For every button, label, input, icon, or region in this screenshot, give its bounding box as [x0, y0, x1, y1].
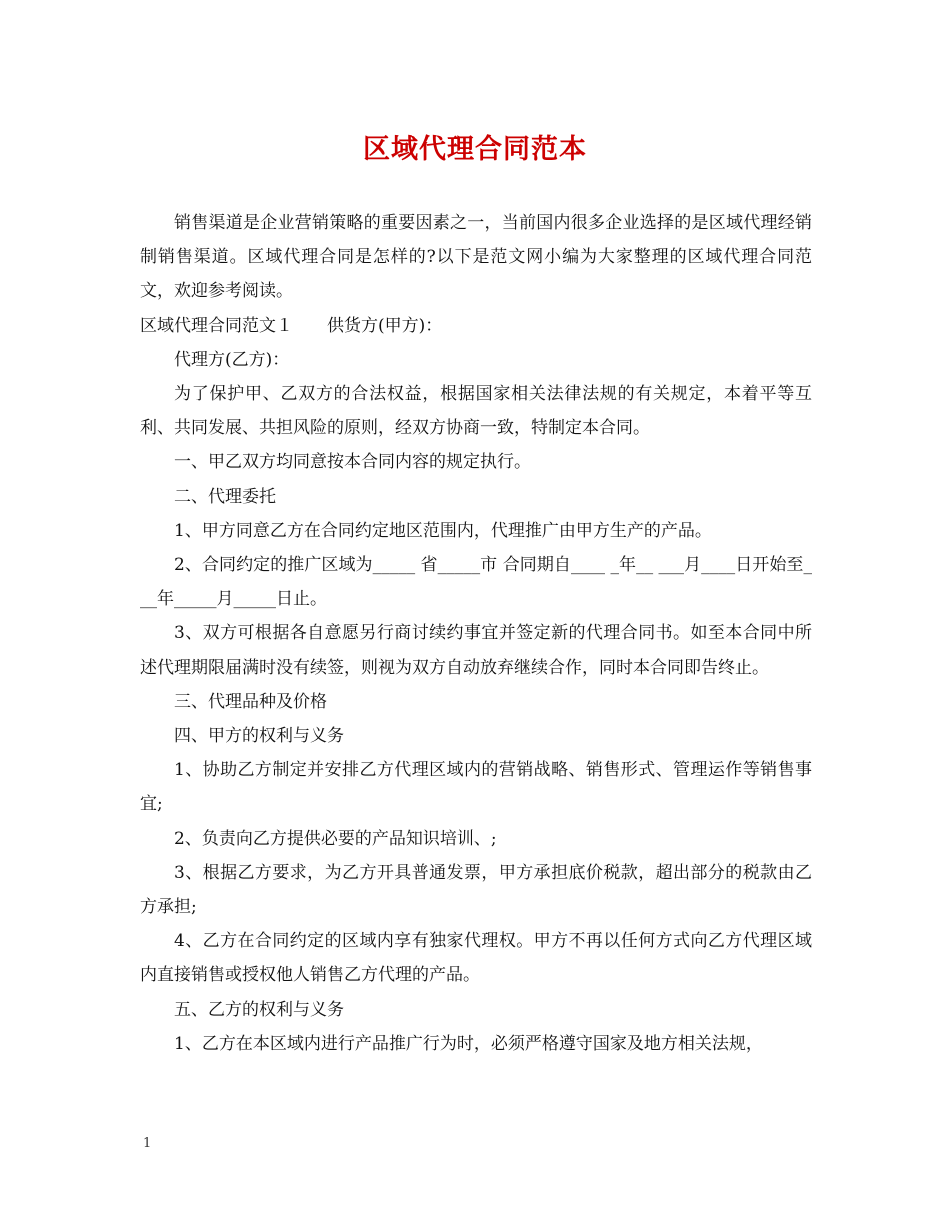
section-5-heading: 五、乙方的权利与义务: [174, 999, 344, 1020]
clause-2-1: 1、甲方同意乙方在合同约定地区范围内，代理推广由甲方生产的产品。: [174, 520, 712, 541]
document-title: 区域代理合同范本: [363, 134, 587, 165]
document-body: [140, 206, 812, 1061]
sample-heading-line: [140, 309, 812, 343]
clause-4-3: 3、根据乙方要求，为乙方开具普通发票，甲方承担底价税款，超出部分的税款由乙方承担;: [140, 862, 812, 918]
clause-5-1: 1、乙方在本区域内进行产品推广行为时，必须严格遵守国家及地方相关法规，: [174, 1033, 763, 1054]
section-2-heading: 二、代理委托: [174, 486, 276, 507]
sample-heading: 区域代理合同范文１: [140, 315, 293, 336]
clause-4-2: 2、负责向乙方提供必要的产品知识培训、;: [174, 828, 497, 849]
intro-paragraph: 销售渠道是企业营销策略的重要因素之一，当前国内很多企业选择的是区域代理经销制销售渠道。区域代理合同是怎样的?以下是范文网小编为大家整理的区域代理合同范文，欢迎参考阅读。: [140, 213, 812, 302]
section-1-heading: 一、甲乙双方均同意按本合同内容的规定执行。: [174, 452, 531, 473]
purpose-paragraph: 为了保护甲、乙双方的合法权益，根据国家相关法律法规的有关规定，本着平等互利、共同发展、共担风险的原则，经双方协商一致，特制定本合同。: [140, 384, 812, 439]
section-3-heading: 三、代理品种及价格: [174, 691, 327, 712]
clause-2-3: 3、双方可根据各自意愿另行商讨续约事宜并签定新的代理合同书。如至本合同中所述代理期限届满时没有续签，则视为双方自动放弃继续合作，同时本合同即告终止。: [140, 623, 812, 678]
section-4-heading: 四、甲方的权利与义务: [174, 726, 344, 747]
clause-2-2: 2、合同约定的推广区域为_____ 省_____市 合同期自____ _年__ ___月____日开始至_ __年_____月_____日止。: [140, 555, 812, 610]
party-a-label: 供货方(甲方)：: [327, 315, 443, 336]
page-number: 1: [143, 1136, 152, 1151]
clause-4-4: 4、乙方在合同约定的区域内享有独家代理权。甲方不再以任何方式向乙方代理区域内直接销售或授权他人销售乙方代理的产品。: [140, 931, 812, 986]
party-b-label: 代理方(乙方)：: [174, 349, 290, 370]
clause-4-1: 1、协助乙方制定并安排乙方代理区域内的营销战略、销售形式、管理运作等销售事宜;: [140, 760, 812, 815]
